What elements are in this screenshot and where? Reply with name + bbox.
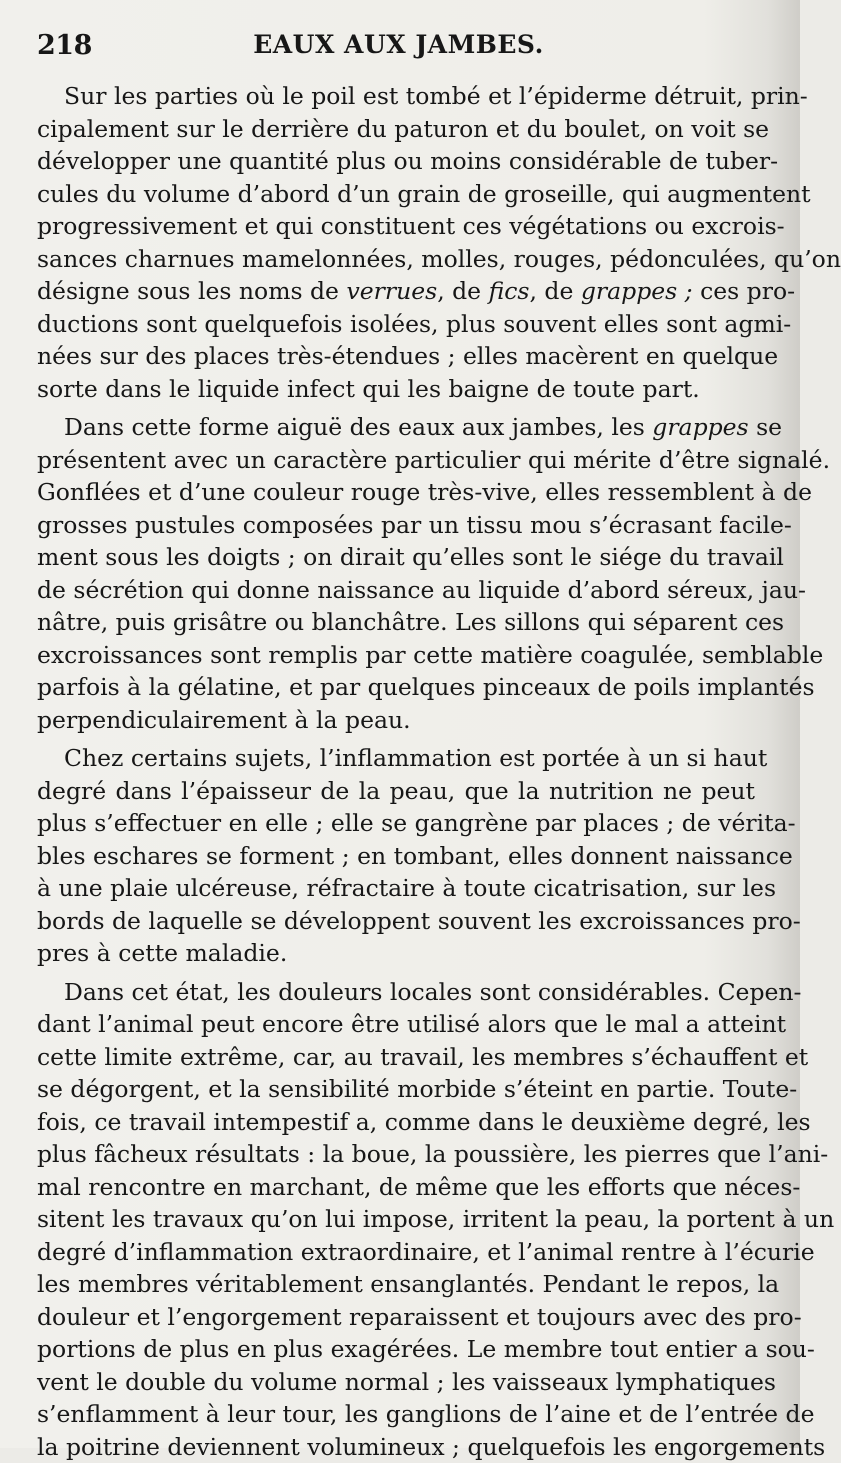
- text-line: sances charnues mamelonnées, molles, rouges, pédonculées, qu’on: [37, 243, 755, 276]
- paragraph-1: [37, 80, 755, 405]
- text-line: développer une quantité plus ou moins considérable de tuber-: [37, 145, 755, 178]
- text-line: grosses pustules composées par un tissu mou s’écrasant facile-: [37, 509, 755, 542]
- text-line: cette limite extrême, car, au travail, les membres s’échauffent et: [37, 1041, 755, 1074]
- text-line: ment sous les doigts ; on dirait qu’elles sont le siége du travail: [37, 541, 755, 574]
- text-span: , de: [529, 277, 580, 305]
- text-line: s’enflamment à leur tour, les ganglions de l’aine et de l’entrée de: [37, 1398, 755, 1431]
- text-line: Dans cet état, les douleurs locales sont considérables. Cepen-: [37, 976, 755, 1009]
- paragraph-4: [37, 976, 755, 1463]
- text-span: , de: [437, 277, 488, 305]
- text-line: nées sur des places très-étendues ; elles macèrent en quelque: [37, 340, 755, 373]
- text-line: la poitrine deviennent volumineux ; quelquefois les engorgements: [37, 1431, 755, 1463]
- text-line: degré d’inflammation extraordinaire, et l’animal rentre à l’écurie: [37, 1236, 755, 1269]
- text-line: pres à cette maladie.: [37, 937, 755, 970]
- text-line: nâtre, puis grisâtre ou blanchâtre. Les sillons qui séparent ces: [37, 606, 755, 639]
- running-title: EAUX AUX JAMBES.: [37, 30, 760, 59]
- text-line: excroissances sont remplis par cette matière coagulée, semblable: [37, 639, 755, 672]
- page-header: [37, 30, 760, 70]
- text-line: cipalement sur le derrière du paturon et du boulet, on voit se: [37, 113, 755, 146]
- text-line: progressivement et qui constituent ces végétations ou excrois-: [37, 210, 755, 243]
- text-line: bords de laquelle se développent souvent les excroissances pro-: [37, 905, 755, 938]
- text-line: présentent avec un caractère particulier qui mérite d’être signalé.: [37, 444, 755, 477]
- text-line: bles eschares se forment ; en tombant, elles donnent naissance: [37, 840, 755, 873]
- text-line: cules du volume d’abord d’un grain de groseille, qui augmentent: [37, 178, 755, 211]
- text-line: douleur et l’engorgement reparaissent et toujours avec des pro-: [37, 1301, 755, 1334]
- text-span: désigne sous les noms de: [37, 277, 346, 305]
- text-line: ductions sont quelquefois isolées, plus souvent elles sont agmi-: [37, 308, 755, 341]
- page-number: 218: [37, 30, 92, 61]
- text-line: de sécrétion qui donne naissance au liquide d’abord séreux, jau-: [37, 574, 755, 607]
- text-line: vent le double du volume normal ; les vaisseaux lymphatiques: [37, 1366, 755, 1399]
- text-line: perpendiculairement à la peau.: [37, 704, 755, 737]
- text-line: parfois à la gélatine, et par quelques pinceaux de poils implantés: [37, 671, 755, 704]
- text-line: Chez certains sujets, l’inflammation est portée à un si haut: [37, 742, 755, 775]
- text-line: à une plaie ulcéreuse, réfractaire à toute cicatrisation, sur les: [37, 872, 755, 905]
- text-line: sorte dans le liquide infect qui les baigne de toute part.: [37, 373, 755, 406]
- text-line-mixed: [37, 275, 755, 308]
- text-line: Sur les parties où le poil est tombé et l’épiderme détruit, prin-: [37, 80, 755, 113]
- paragraph-2: [37, 411, 755, 736]
- text-line: se dégorgent, et la sensibilité morbide s’éteint en partie. Toute-: [37, 1073, 755, 1106]
- text-line: portions de plus en plus exagérées. Le membre tout entier a sou-: [37, 1333, 755, 1366]
- text-line-mixed: [37, 411, 755, 444]
- text-line: Gonflées et d’une couleur rouge très-vive, elles ressemblent à de: [37, 476, 755, 509]
- italic-term: verrues: [346, 277, 437, 305]
- paragraph-3: [37, 742, 755, 970]
- italic-term: fics: [489, 277, 530, 305]
- text-line: sitent les travaux qu’on lui impose, irritent la peau, la portent à un: [37, 1203, 755, 1236]
- text-line: degré dans l’épaisseur de la peau, que la nutrition ne peut: [37, 775, 755, 808]
- text-line: fois, ce travail intempestif a, comme dans le deuxième degré, les: [37, 1106, 755, 1139]
- text-line: les membres véritablement ensanglantés. Pendant le repos, la: [37, 1268, 755, 1301]
- italic-term: grappes ;: [581, 277, 693, 305]
- text-span: Dans cette forme aiguë des eaux aux jambes, les: [64, 413, 652, 441]
- body-text: [37, 80, 755, 1463]
- italic-term: grappes: [652, 413, 748, 441]
- text-line: mal rencontre en marchant, de même que les efforts que néces-: [37, 1171, 755, 1204]
- text-line: dant l’animal peut encore être utilisé alors que le mal a atteint: [37, 1008, 755, 1041]
- text-line: plus fâcheux résultats : la boue, la poussière, les pierres que l’ani-: [37, 1138, 755, 1171]
- text-span: ces pro-: [693, 277, 795, 305]
- text-line: plus s’effectuer en elle ; elle se gangrène par places ; de vérita-: [37, 807, 755, 840]
- text-span: se: [749, 413, 782, 441]
